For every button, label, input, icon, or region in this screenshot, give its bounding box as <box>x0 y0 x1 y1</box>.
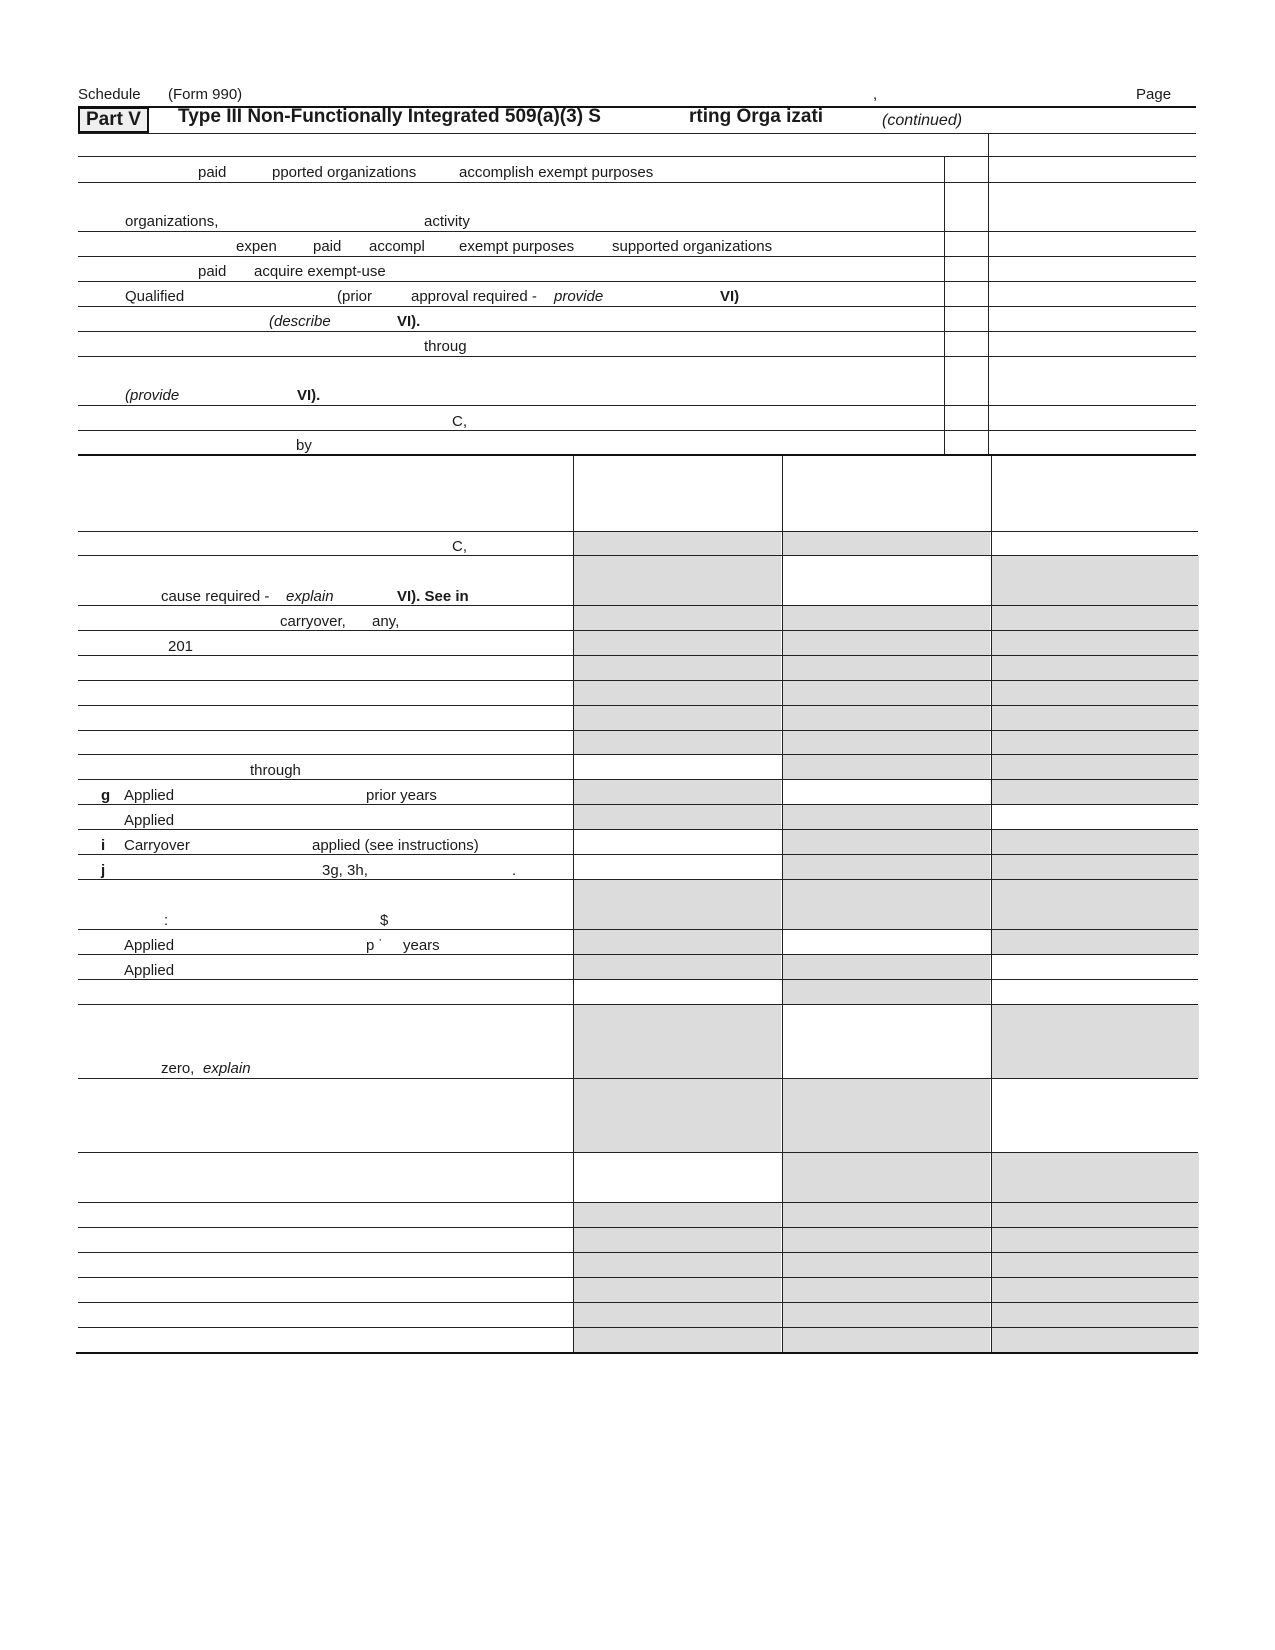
table-col-b-left <box>782 456 783 1353</box>
r3-a: expen <box>236 238 277 255</box>
k-a: : <box>164 912 169 929</box>
shade-c2 <box>992 556 1199 605</box>
j-letter: j <box>101 862 106 879</box>
shade-a-o <box>574 1079 781 1152</box>
shade-a-k <box>574 880 781 929</box>
shade-a-g <box>574 780 781 804</box>
n-a: zero, <box>161 1060 195 1077</box>
top-rule-5 <box>78 281 1196 282</box>
shade-b-m <box>783 955 990 979</box>
shade-b-o <box>783 1079 990 1152</box>
r1-a: paid <box>198 164 227 181</box>
shade-b1 <box>783 532 990 555</box>
g-a: Applied <box>124 787 175 804</box>
shade-c-k <box>992 880 1199 929</box>
i-letter: i <box>101 837 106 854</box>
shade-a-h <box>574 805 781 829</box>
r2-a: organizations, <box>125 213 219 230</box>
tbl-rule-26 <box>78 1327 1198 1328</box>
table-col-c-left <box>991 456 992 1353</box>
r2-b: activity <box>424 213 470 230</box>
r4-b: acquire exempt-use <box>254 263 386 280</box>
tbl-rule-24 <box>78 1277 1198 1278</box>
top-rule-6 <box>78 306 1196 307</box>
top-rule-2 <box>78 182 1196 183</box>
l-a: Applied <box>124 937 175 954</box>
j-b: . <box>512 862 517 879</box>
shade-b-m2 <box>783 980 990 1004</box>
top-line-col-left <box>944 156 945 454</box>
tbl-rule-3 <box>78 605 1198 606</box>
tbl-rule-21 <box>78 1202 1198 1203</box>
j-a: 3g, 3h, <box>322 862 368 879</box>
shade-c-j <box>992 855 1199 879</box>
tbl-rule-4 <box>78 630 1198 631</box>
tbl-rule-18 <box>78 1004 1198 1005</box>
r5-b: (prior <box>337 288 373 305</box>
tbl-rule-20 <box>78 1152 1198 1153</box>
tbl-rule-2 <box>78 555 1198 556</box>
r9-a: C, <box>452 413 467 430</box>
r8-b: VI). <box>297 387 321 404</box>
tbl-rule-16 <box>78 954 1198 955</box>
part-title-tail: rting Orga izati <box>689 106 824 127</box>
m-a: Applied <box>124 962 175 979</box>
top-rule-8 <box>78 356 1196 357</box>
tbl-rule-10 <box>78 779 1198 780</box>
shade-a1 <box>574 532 781 555</box>
r3-e: supported organizations <box>612 238 773 255</box>
shade-b4 <box>783 755 990 779</box>
c2-b: explain <box>286 588 334 605</box>
header-comma: , <box>873 86 878 103</box>
r7-a: throug <box>424 338 467 355</box>
top-rule-1 <box>78 156 1196 157</box>
tbl-rule-23 <box>78 1252 1198 1253</box>
c2-c: VI). See in <box>397 588 469 605</box>
tbl-rule-17 <box>78 979 1198 980</box>
continued-label: (continued) <box>882 112 963 129</box>
r10-a: by <box>296 437 312 454</box>
table-col-a-left <box>573 456 574 1353</box>
shade-c-i <box>992 830 1199 854</box>
r8-a: (provide <box>125 387 180 404</box>
top-rule-7 <box>78 331 1196 332</box>
tbl-rule-bottom <box>76 1352 1198 1354</box>
shade-a2 <box>574 556 781 605</box>
shade-b-p <box>783 1153 990 1202</box>
shade-a-l <box>574 930 781 954</box>
form-label: (Form 990) <box>168 86 243 103</box>
k-b: $ <box>380 912 389 929</box>
r5-e: VI) <box>720 288 740 305</box>
r1-b: pported organizations <box>272 164 417 181</box>
part-title: Type III Non-Functionally Integrated 509(a)(3) S <box>178 106 601 127</box>
r5-a: Qualified <box>125 288 185 305</box>
shade-b-i <box>783 830 990 854</box>
c3-a: carryover, <box>280 613 346 630</box>
r4-a: paid <box>198 263 227 280</box>
tbl-rule-15 <box>78 929 1198 930</box>
r6-a: (describe <box>269 313 331 330</box>
g-letter: g <box>101 787 111 804</box>
i-a: Carryover <box>124 837 190 854</box>
tbl-rule-8 <box>78 730 1198 731</box>
part-label: Part V <box>78 107 149 133</box>
shade-b-j <box>783 855 990 879</box>
tbl-rule-14 <box>78 879 1198 880</box>
tbl-rule-12 <box>78 829 1198 830</box>
title-rule <box>78 133 1196 134</box>
c2-a: cause required - <box>161 588 270 605</box>
i-b: applied (see instructions) <box>312 837 479 854</box>
shade-c-g <box>992 780 1199 804</box>
top-rule-4 <box>78 256 1196 257</box>
schedule-label: Schedule <box>78 86 141 103</box>
r1-c: accomplish exempt purposes <box>459 164 654 181</box>
g-b: prior years <box>366 787 437 804</box>
n-b: explain <box>203 1060 251 1077</box>
c1-label: C, <box>452 538 467 555</box>
l-c: years <box>403 937 440 954</box>
r5-d: provide <box>554 288 604 305</box>
shade-a-m <box>574 955 781 979</box>
tbl-rule-22 <box>78 1227 1198 1228</box>
top-rule-10 <box>78 430 1196 431</box>
shade-c-l <box>992 930 1199 954</box>
c4-label: 201 <box>168 638 194 655</box>
tbl-rule-7 <box>78 705 1198 706</box>
tbl-rule-11 <box>78 804 1198 805</box>
tbl-rule-9 <box>78 754 1198 755</box>
top-rule-11 <box>78 454 1196 456</box>
r5-c: approval required - <box>411 288 537 305</box>
top-rule-9 <box>78 405 1196 406</box>
l-b: p ˙ <box>366 937 384 954</box>
tbl-rule-6 <box>78 680 1198 681</box>
shade-c-p <box>992 1153 1199 1202</box>
shade-c-n <box>992 1005 1199 1078</box>
tbl-rule-25 <box>78 1302 1198 1303</box>
shade-b-k <box>783 880 990 929</box>
r3-b: paid <box>313 238 342 255</box>
shade-c4 <box>992 755 1199 779</box>
tbl-rule-1 <box>78 531 1198 532</box>
shade-a-n <box>574 1005 781 1078</box>
c5-label: through <box>250 762 301 779</box>
r3-d: exempt purposes <box>459 238 575 255</box>
top-rule-3 <box>78 231 1196 232</box>
tbl-rule-19 <box>78 1078 1198 1079</box>
tbl-rule-13 <box>78 854 1198 855</box>
h-a: Applied <box>124 812 175 829</box>
r6-b: VI). <box>397 313 421 330</box>
c3-b: any, <box>372 613 400 630</box>
tbl-rule-5 <box>78 655 1198 656</box>
page-label: Page <box>1136 86 1172 103</box>
shade-b-h <box>783 805 990 829</box>
r3-c: accompl <box>369 238 425 255</box>
